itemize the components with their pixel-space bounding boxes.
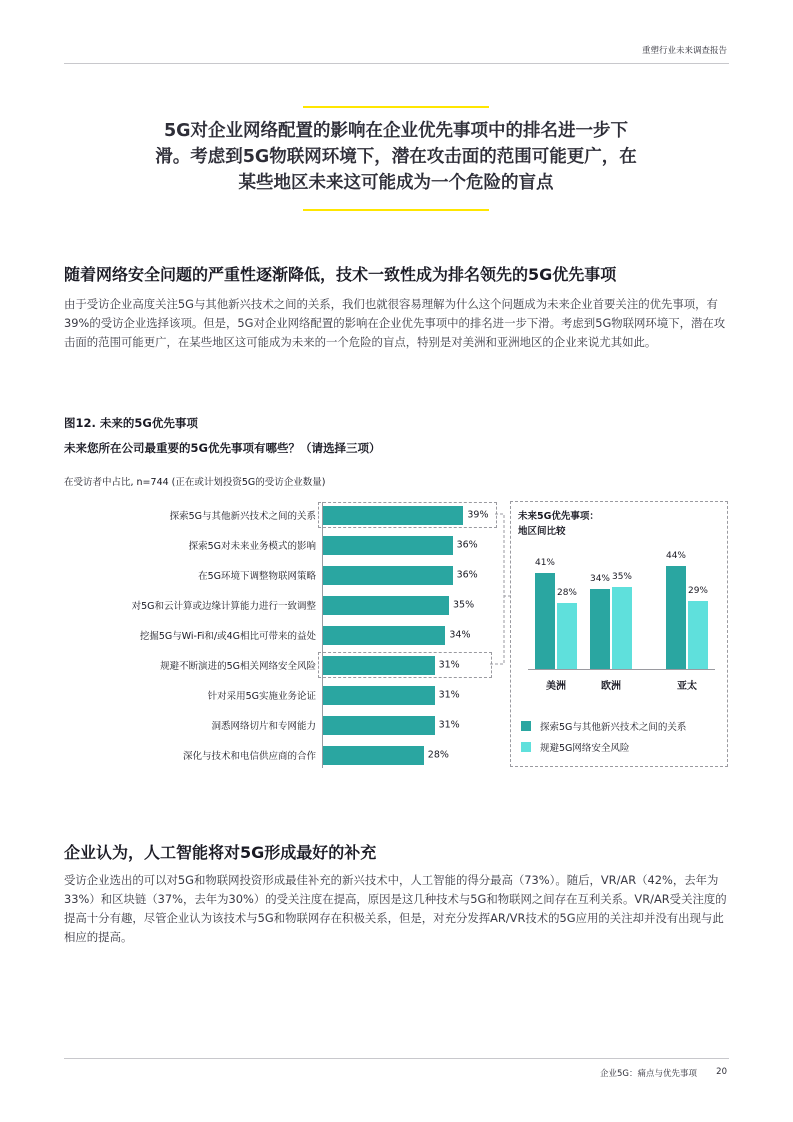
regional-bar-value: 35% [611,571,632,582]
pull-quote-line: 5G对企业网络配置的影响在企业优先事项中的排名进一步下 [163,121,629,141]
bar [323,566,453,585]
body-paragraph: 受访企业选出的可以对5G和物联网投资形成最佳补充的新兴技术中，人工智能的得分最高（73%）。随后，VR/AR（42%，去年为33%）和区块链（37%，去年为30%）的受关注度在提高，原因是这几种技术与5G和物联网之间存在互利关系。VR/AR受关注度的提高十分有趣，尽管企业认为该技术与5G和物联网存在积极关系，但是，对充分发挥AR/VR技术的5G应用的关注却并没有出现与此相应的提高。 [64,873,727,944]
bar [323,626,445,645]
section-heading: 企业认为，人工智能将对5G形成最好的补充 [64,843,377,862]
regional-bar-value: 41% [534,557,555,568]
bar-value-label: 31% [438,719,460,731]
legend-label-security: 规避5G网络安全风险 [540,743,630,754]
body-paragraph: 由于受访企业高度关注5G与其他新兴技术之间的关系，我们也就很容易理解为什么这个问题成为未来企业首要关注的优先事项，有39%的受访企业选择该项。但是，5G对企业网络配置的影响在企业优先事项中的排名进一步下滑。考虑到5G物联网环境下，潜在攻击面的范围可能更广，在某些地区这可能成为未来的一个危险的盲点，特别是对美洲和亚洲地区的企业来说尤其如此。 [64,297,726,349]
bar-category-label: 对5G和云计算或边缘计算能力进行一致调整 [131,601,316,612]
region-label: 欧洲 [601,681,621,692]
report-title: 重塑行业未来调查报告 [641,46,727,56]
quote-bottom-rule [303,209,489,211]
regional-bar-value: 44% [665,550,686,561]
bar-value-label: 35% [453,599,475,611]
bar-value-label: 28% [427,749,449,761]
figure-question: 未来您所在公司最重要的5G优先事项有哪些？（请选择三项） [64,441,381,455]
bar [323,596,449,615]
header-divider [64,63,729,64]
quote-top-rule [303,106,489,108]
regional-chart-subtitle: 地区间比较 [518,526,566,537]
bar-category-label: 在5G环境下调整物联网策略 [198,571,316,582]
bar-category-label: 探索5G与其他新兴技术之间的关系 [169,511,316,522]
highlight-box-security [318,652,492,678]
regional-bar [666,566,686,669]
bar [323,716,435,735]
figure-note: 在受访者中占比, n=744 (正在或计划投资5G的受访企业数量) [64,477,326,488]
regional-bar [557,603,577,669]
regional-bar [535,573,555,669]
regional-bar-value: 28% [556,588,577,599]
legend-swatch-tech [521,721,531,731]
bar-value-label: 36% [456,569,478,581]
highlight-box-tech [318,502,497,528]
bar-category-label: 探索5G对未来业务模式的影响 [188,541,316,552]
page-number: 20 [716,1067,727,1077]
region-label: 亚太 [677,681,697,692]
regional-chart-title-line: 未来5G优先事项： [518,511,599,522]
bar-value-label: 34% [449,629,471,641]
footer-title: 企业5G：痛点与优先事项 [600,1069,697,1079]
bar [323,686,435,705]
bar-category-label: 深化与技术和电信供应商的合作 [182,751,316,762]
region-label: 美洲 [546,681,566,692]
bar-value-label: 31% [438,689,460,701]
regional-chart-title [518,509,599,539]
regional-bar [612,587,632,669]
pull-quote-line: 滑。考虑到5G物联网环境下，潜在攻击面的范围可能更广，在 [155,147,637,167]
bar-value-label: 39% [467,509,489,521]
section-heading: 随着网络安全问题的严重性逐渐降低，技术一致性成为排名领先的5G优先事项 [64,265,617,284]
legend-label-tech: 探索5G与其他新兴技术之间的关系 [540,722,687,733]
bar-value-label: 36% [456,539,478,551]
bar [323,746,424,765]
regional-bar-value: 29% [687,585,708,596]
footer-divider [64,1058,729,1059]
pull-quote [118,118,674,196]
bar-category-label: 洞悉网络切片和专网能力 [211,721,316,732]
figure-title: 图12. 未来的5G优先事项 [64,416,198,430]
pull-quote-line: 某些地区未来这可能成为一个危险的盲点 [238,173,554,193]
bar-category-label: 规避不断演进的5G相关网络安全风险 [160,661,316,672]
chart-axis [322,502,323,768]
regional-bar [688,601,708,669]
bar [323,536,453,555]
bar-category-label: 挖掘5G与Wi-Fi和/或4G相比可带来的益处 [139,631,316,642]
legend-swatch-security [521,742,531,752]
bar-category-label: 针对采用5G实施业务论证 [207,691,316,702]
regional-bar [590,589,610,669]
bar-value-label: 31% [438,659,460,671]
regional-chart-baseline [528,669,715,670]
regional-bar-value: 34% [589,574,610,585]
